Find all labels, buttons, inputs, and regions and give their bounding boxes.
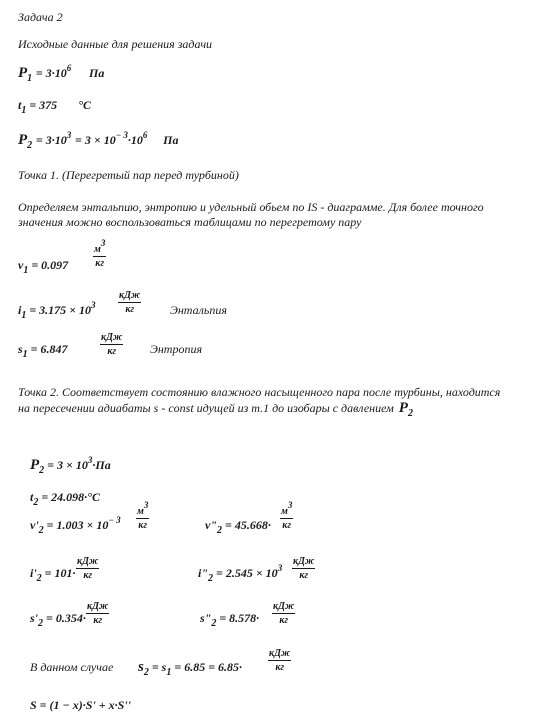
fraction-i1-unit: кДж кг xyxy=(119,290,141,315)
formula-t1: $t_1 = 375$ °C xyxy=(18,98,91,116)
given-data-caption: Исходные данные для решения задачи xyxy=(18,37,213,51)
formula-s-prime-2: $s'_2 = 0.354\cdot$ xyxy=(30,611,86,629)
fraction-v-double-prime-2-unit: $м^3$ кг xyxy=(281,500,293,531)
fraction-v1-unit: $м^3$ кг xyxy=(94,238,106,269)
formula-p2-state: $P_2 = 3 \times 10^3\cdot Па$ xyxy=(30,455,111,476)
point1-text-line1: Определяем энтальпию, энтропию и удельный обьем по IS - диаграмме. Для более точного xyxy=(18,200,484,214)
fraction-s-double-prime-2-unit: кДж кг xyxy=(273,601,295,626)
formula-i-double-prime-2: $i"_2 = 2.545 \times 10^3$ xyxy=(198,563,283,584)
point1-heading: Точка 1. (Перегретый пар перед турбиной) xyxy=(18,168,239,182)
fraction-s2-unit: кДж кг xyxy=(269,648,291,673)
formula-v1: $v_1 = 0.097$ xyxy=(18,258,69,276)
formula-i1: $i_1 = 3.175 \times 10^3$ xyxy=(18,300,96,321)
formula-mixture-entropy: S = (1 − x)·S' + x·S'' xyxy=(30,698,131,712)
fraction-i-prime-2-unit: кДж кг xyxy=(77,556,99,581)
formula-p1: $P_1 = 3\cdot 10^6$ Па xyxy=(18,63,105,84)
point2-heading-line1: Точка 2. Соответствует состоянию влажного насыщенного пара после турбины, находится xyxy=(18,385,501,399)
enthalpy-label: Энтальпия xyxy=(170,303,227,317)
formula-v-double-prime-2: $v"_2 = 45.668\cdot$ xyxy=(205,518,271,536)
formula-s2-equals-s1: $s_2 = s_1 = 6.85 = 6.85\cdot$ xyxy=(138,659,243,678)
formula-t2: $t_2 = 24.098\cdot^\circ C$ xyxy=(30,490,100,508)
fraction-v-prime-2-unit: $м^3$ кг xyxy=(137,500,149,531)
fraction-s-prime-2-unit: кДж кг xyxy=(87,601,109,626)
formula-s1: $s_1 = 6.847$ xyxy=(18,342,68,360)
point1-text-line2: значения можно воспользоваться таблицами по перегретому пару xyxy=(18,215,362,229)
formula-p2: $P_2 = 3\cdot 10^3 = 3 \times 10^{- 3}\cdot 10^6$ Па xyxy=(18,130,179,151)
formula-s-double-prime-2: $s"_2 = 8.578\cdot$ xyxy=(200,611,260,629)
formula-v-prime-2: $v'_2 = 1.003 \times 10^{- 3}$ xyxy=(30,515,121,536)
entropy-label: Энтропия xyxy=(150,342,203,356)
fraction-s1-unit: кДж кг xyxy=(101,332,123,357)
formula-i-prime-2: $i'_2 = 101\cdot$ xyxy=(30,566,76,584)
task-title: Задача 2 xyxy=(18,10,63,24)
fraction-i-double-prime-2-unit: кДж кг xyxy=(293,556,315,581)
point2-heading-line2: на пересечении адиабаты s - const идущей из т.1 до изобары с давлением $P_2$ xyxy=(18,400,413,419)
case-intro: В данном случае xyxy=(30,660,114,674)
